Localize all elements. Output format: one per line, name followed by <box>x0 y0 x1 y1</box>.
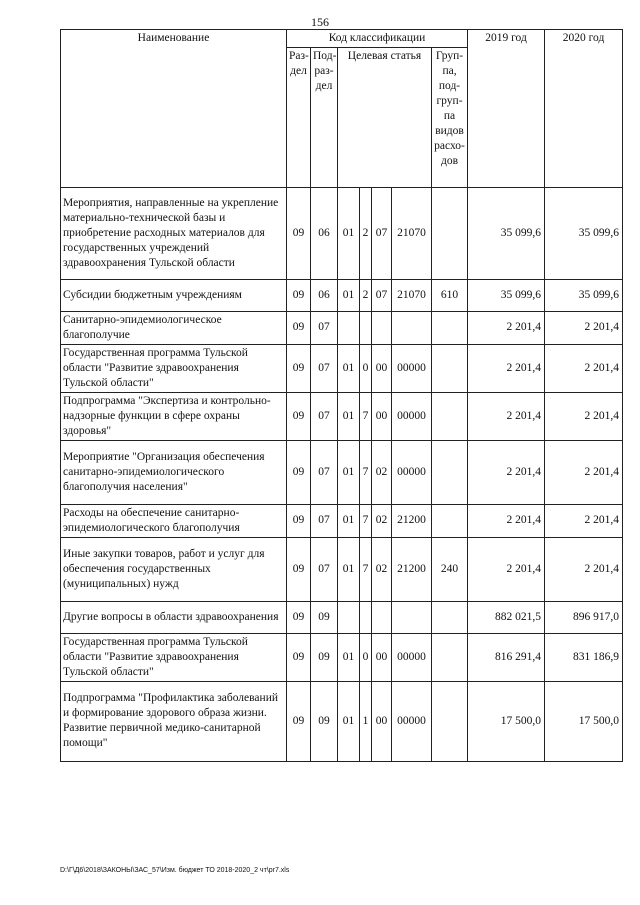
column-header-2020: 2020 год <box>545 30 623 188</box>
amount-2020-cell: 2 201,4 <box>545 504 623 537</box>
subprogram-code-cell: 2 <box>360 279 372 311</box>
program-code-cell: 01 <box>338 279 360 311</box>
program-code-cell: 01 <box>338 392 360 440</box>
column-header-target-article: Целевая статья <box>338 47 432 187</box>
column-header-name: Наименование <box>61 30 287 188</box>
subsection-cell: 07 <box>311 504 338 537</box>
amount-2019-cell: 35 099,6 <box>468 187 545 279</box>
row-name-cell: Мероприятие "Организация обеспечения санитарно-эпидемиологического благополучия населения" <box>61 440 287 504</box>
amount-2020-cell: 2 201,4 <box>545 440 623 504</box>
amount-2020-cell: 2 201,4 <box>545 311 623 344</box>
subprogram-code-cell: 0 <box>360 344 372 392</box>
table-row <box>61 440 623 504</box>
amount-2020-cell: 35 099,6 <box>545 187 623 279</box>
program-code-cell: 01 <box>338 633 360 681</box>
program-code-cell <box>338 311 360 344</box>
program-code-cell: 01 <box>338 440 360 504</box>
subprogram-code-cell <box>360 311 372 344</box>
section-cell: 09 <box>287 187 311 279</box>
column-header-classification: Код классификации <box>287 30 468 48</box>
expense-group-cell: 240 <box>432 537 468 601</box>
event-code-cell: 02 <box>372 440 392 504</box>
subsection-cell: 09 <box>311 601 338 633</box>
direction-code-cell: 21200 <box>392 504 432 537</box>
event-code-cell: 00 <box>372 344 392 392</box>
direction-code-cell: 21070 <box>392 279 432 311</box>
direction-code-cell: 00000 <box>392 633 432 681</box>
program-code-cell: 01 <box>338 537 360 601</box>
table-row <box>61 601 623 633</box>
column-header-expense-group: Груп-па, под-груп-па видов расхо-дов <box>432 47 468 187</box>
amount-2019-cell: 2 201,4 <box>468 311 545 344</box>
subsection-cell: 09 <box>311 681 338 761</box>
section-cell: 09 <box>287 601 311 633</box>
section-cell: 09 <box>287 537 311 601</box>
event-code-cell <box>372 311 392 344</box>
section-cell: 09 <box>287 279 311 311</box>
event-code-cell: 07 <box>372 279 392 311</box>
amount-2019-cell: 2 201,4 <box>468 344 545 392</box>
expense-group-cell <box>432 344 468 392</box>
table-body <box>61 187 623 761</box>
table-row <box>61 279 623 311</box>
section-cell: 09 <box>287 344 311 392</box>
program-code-cell: 01 <box>338 344 360 392</box>
column-header-section: Раз-дел <box>287 47 311 187</box>
section-cell: 09 <box>287 633 311 681</box>
section-cell: 09 <box>287 311 311 344</box>
subsection-cell: 06 <box>311 187 338 279</box>
page-number: 156 <box>311 15 329 29</box>
amount-2019-cell: 2 201,4 <box>468 537 545 601</box>
column-header-subsection: Под-раз-дел <box>311 47 338 187</box>
direction-code-cell: 00000 <box>392 681 432 761</box>
amount-2020-cell: 2 201,4 <box>545 392 623 440</box>
table-row <box>61 537 623 601</box>
program-code-cell <box>338 601 360 633</box>
header-row-top <box>61 30 623 48</box>
row-name-cell: Субсидии бюджетным учреждениям <box>61 279 287 311</box>
amount-2020-cell: 2 201,4 <box>545 344 623 392</box>
program-code-cell: 01 <box>338 187 360 279</box>
expense-group-cell <box>432 601 468 633</box>
subsection-cell: 07 <box>311 311 338 344</box>
table-row <box>61 392 623 440</box>
amount-2020-cell: 831 186,9 <box>545 633 623 681</box>
section-cell: 09 <box>287 440 311 504</box>
table-row <box>61 344 623 392</box>
table-row <box>61 633 623 681</box>
amount-2019-cell: 2 201,4 <box>468 392 545 440</box>
row-name-cell: Расходы на обеспечение санитарно-эпидемиологического благополучия <box>61 504 287 537</box>
subprogram-code-cell: 7 <box>360 392 372 440</box>
subprogram-code-cell: 2 <box>360 187 372 279</box>
event-code-cell <box>372 601 392 633</box>
amount-2020-cell: 35 099,6 <box>545 279 623 311</box>
row-name-cell: Иные закупки товаров, работ и услуг для обеспечения государственных (муниципальных) нужд <box>61 537 287 601</box>
row-name-cell: Государственная программа Тульской области "Развитие здравоохранения Тульской области" <box>61 344 287 392</box>
subprogram-code-cell: 1 <box>360 681 372 761</box>
expense-group-cell <box>432 187 468 279</box>
subprogram-code-cell: 0 <box>360 633 372 681</box>
event-code-cell: 02 <box>372 504 392 537</box>
expense-group-cell <box>432 633 468 681</box>
direction-code-cell: 00000 <box>392 392 432 440</box>
program-code-cell: 01 <box>338 504 360 537</box>
budget-table <box>60 29 623 762</box>
expense-group-cell <box>432 311 468 344</box>
event-code-cell: 00 <box>372 633 392 681</box>
expense-group-cell: 610 <box>432 279 468 311</box>
subprogram-code-cell: 7 <box>360 504 372 537</box>
amount-2019-cell: 2 201,4 <box>468 440 545 504</box>
direction-code-cell <box>392 311 432 344</box>
expense-group-cell <box>432 440 468 504</box>
expense-group-cell <box>432 392 468 440</box>
event-code-cell: 00 <box>372 681 392 761</box>
amount-2020-cell: 17 500,0 <box>545 681 623 761</box>
row-name-cell: Государственная программа Тульской области "Развитие здравоохранения Тульской области" <box>61 633 287 681</box>
subprogram-code-cell <box>360 601 372 633</box>
row-name-cell: Подпрограмма "Экспертиза и контрольно-надзорные функции в сфере охраны здоровья" <box>61 392 287 440</box>
subsection-cell: 09 <box>311 633 338 681</box>
direction-code-cell <box>392 601 432 633</box>
expense-group-cell <box>432 504 468 537</box>
subprogram-code-cell: 7 <box>360 537 372 601</box>
subsection-cell: 07 <box>311 440 338 504</box>
program-code-cell: 01 <box>338 681 360 761</box>
column-header-2019: 2019 год <box>468 30 545 188</box>
amount-2019-cell: 17 500,0 <box>468 681 545 761</box>
section-cell: 09 <box>287 681 311 761</box>
subsection-cell: 07 <box>311 392 338 440</box>
expense-group-cell <box>432 681 468 761</box>
table-row <box>61 187 623 279</box>
amount-2019-cell: 882 021,5 <box>468 601 545 633</box>
direction-code-cell: 21070 <box>392 187 432 279</box>
amount-2020-cell: 2 201,4 <box>545 537 623 601</box>
event-code-cell: 02 <box>372 537 392 601</box>
row-name-cell: Санитарно-эпидемиологическое благополучие <box>61 311 287 344</box>
event-code-cell: 07 <box>372 187 392 279</box>
amount-2020-cell: 896 917,0 <box>545 601 623 633</box>
row-name-cell: Подпрограмма "Профилактика заболеваний и формирование здорового образа жизни. Развитие первичной медико-санитарной помощи" <box>61 681 287 761</box>
table-row <box>61 681 623 761</box>
table-row <box>61 504 623 537</box>
amount-2019-cell: 816 291,4 <box>468 633 545 681</box>
subsection-cell: 06 <box>311 279 338 311</box>
table-row <box>61 311 623 344</box>
subsection-cell: 07 <box>311 344 338 392</box>
event-code-cell: 00 <box>372 392 392 440</box>
direction-code-cell: 21200 <box>392 537 432 601</box>
amount-2019-cell: 2 201,4 <box>468 504 545 537</box>
amount-2019-cell: 35 099,6 <box>468 279 545 311</box>
subsection-cell: 07 <box>311 537 338 601</box>
section-cell: 09 <box>287 504 311 537</box>
row-name-cell: Другие вопросы в области здравоохранения <box>61 601 287 633</box>
section-cell: 09 <box>287 392 311 440</box>
direction-code-cell: 00000 <box>392 344 432 392</box>
file-path-footer: D:\Г\Д6\2018\ЗАКОНЫ\ЗАС_57\Изм. бюджет ТО 2018-2020_2 чт\pr7.xls <box>60 867 290 874</box>
row-name-cell: Мероприятия, направленные на укрепление материально-технической базы и приобретение расходных материалов для государственных учреждений здравоохранения Тульской области <box>61 187 287 279</box>
direction-code-cell: 00000 <box>392 440 432 504</box>
subprogram-code-cell: 7 <box>360 440 372 504</box>
